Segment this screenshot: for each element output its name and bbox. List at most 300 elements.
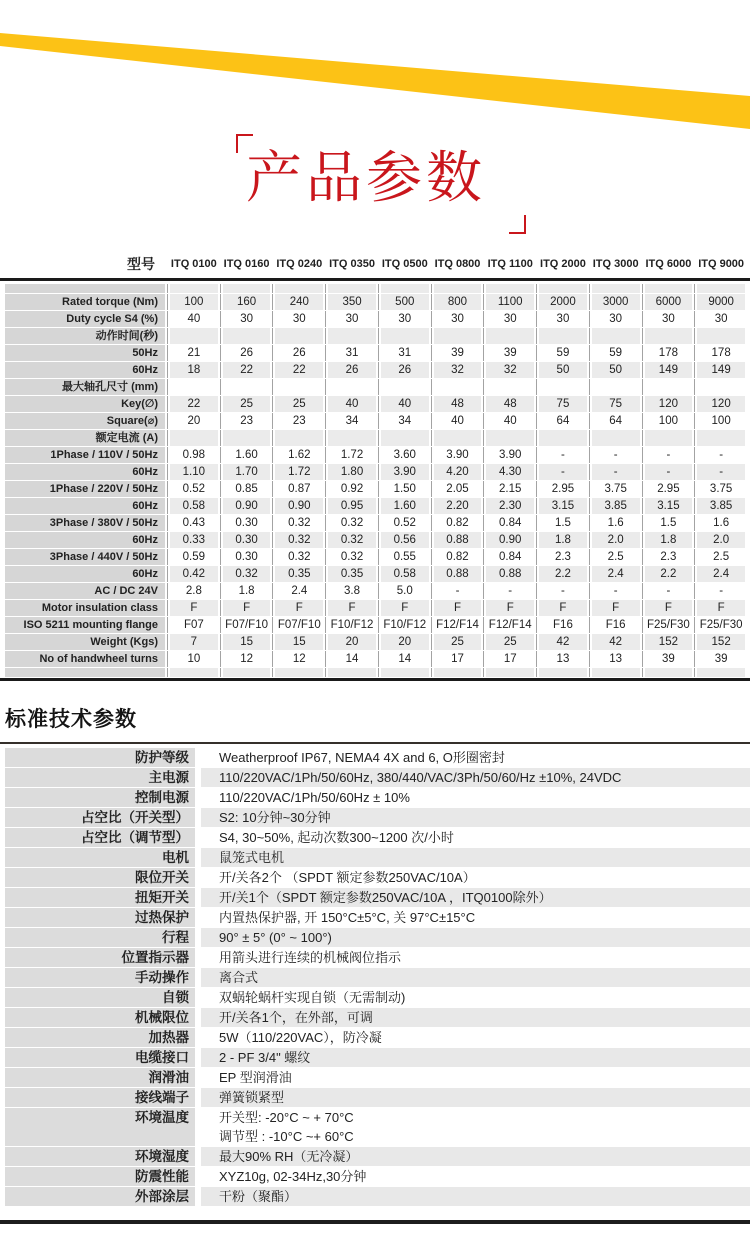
value-cell [645,284,693,293]
spec-row [5,498,745,514]
value-cell: 1.6 [697,515,745,531]
value-cell [328,668,376,677]
value-cell: 0.88 [486,566,534,582]
value-cell: 800 [434,294,482,310]
value-cell: F25/F30 [645,617,693,633]
value-cell [434,430,482,446]
tech-value: 最大90% RH（无冷凝） [201,1147,750,1166]
value-cell [434,668,482,677]
spec-row [5,651,745,667]
value-cell: 2.3 [645,549,693,565]
page-title: 产品参数 [246,146,486,209]
value-cell: 17 [434,651,482,667]
tech-label: 控制电源 [5,788,195,807]
value-cell: F10/F12 [328,617,376,633]
row-label: Motor insulation class [5,600,165,616]
value-cell: 2.5 [697,549,745,565]
value-cell: 2.0 [697,532,745,548]
value-cell: F12/F14 [486,617,534,633]
value-cell: 0.32 [328,549,376,565]
value-cell [170,284,218,293]
tech-value: XYZ10g, 02-34Hz,30分钟 [201,1167,750,1186]
spec-row [5,294,745,310]
value-cell: 1.72 [328,447,376,463]
value-cell: F [486,600,534,616]
row-label: AC / DC 24V [5,583,165,599]
value-cell: 2000 [539,294,587,310]
value-cell: 75 [592,396,640,412]
value-cell: F [539,600,587,616]
tech-label: 主电源 [5,768,195,787]
value-cell: 30 [328,311,376,327]
value-cell [697,430,745,446]
row-label: 60Hz [5,532,165,548]
value-cell: 34 [328,413,376,429]
value-cell [328,430,376,446]
value-cell: 17 [486,651,534,667]
value-cell: F16 [592,617,640,633]
row-label: 60Hz [5,566,165,582]
spec-row [5,413,745,429]
value-cell: 31 [328,345,376,361]
model-header-cell: ITQ 0100 [170,258,217,270]
value-cell [697,668,745,677]
tech-label: 自锁 [5,988,195,1007]
tech-row [5,808,750,827]
value-cell: 0.56 [381,532,429,548]
value-cell: 2.20 [434,498,482,514]
value-cell: 22 [170,396,218,412]
value-cell: 0.84 [486,515,534,531]
value-cell: 0.32 [223,566,271,582]
value-cell [434,284,482,293]
tech-value: S4, 30~50%, 起动次数300~1200 次/小时 [201,828,750,847]
tech-label: 扭矩开关 [5,888,195,907]
tech-value: 用箭头进行连续的机械阀位指示 [201,948,750,967]
row-label: 动作时间(秒) [5,328,165,344]
page-bottom-line [0,1220,750,1224]
tech-value: 5W（110/220VAC），防冷凝 [201,1028,750,1047]
value-cell: 0.30 [223,532,271,548]
value-cell [592,668,640,677]
value-cell [275,668,323,677]
value-cell: 64 [539,413,587,429]
value-cell: 22 [275,362,323,378]
value-cell [486,284,534,293]
value-cell [645,430,693,446]
spec-spacer-row [5,284,745,293]
value-cell: 1.5 [645,515,693,531]
tech-row [5,948,750,967]
value-cell: 152 [697,634,745,650]
tech-value: 离合式 [201,968,750,987]
tech-label: 电缆接口 [5,1048,195,1067]
tech-value: 内置热保护器, 开 150°C±5°C, 关 97°C±15°C [201,908,750,927]
value-cell [592,430,640,446]
value-cell: 5.0 [381,583,429,599]
tech-value: 110/220VAC/1Ph/50/60Hz, 380/440/VAC/3Ph/50/60/Hz ±10%, 24VDC [201,768,750,787]
model-column-label: 型号 [127,256,155,272]
value-cell: 160 [223,294,271,310]
value-cell: 1.50 [381,481,429,497]
model-header-cell: ITQ 0160 [223,258,270,270]
value-cell: 2.4 [697,566,745,582]
value-cell: 152 [645,634,693,650]
value-cell: 2.95 [539,481,587,497]
value-cell [328,284,376,293]
spec-row [5,311,745,327]
value-cell: 3.90 [434,447,482,463]
tech-row [5,1028,750,1047]
value-cell: 30 [592,311,640,327]
tech-value: Weatherproof IP67, NEMA4 4X and 6, O形圈密封 [201,748,750,767]
value-cell: F07 [170,617,218,633]
tech-row [5,1048,750,1067]
value-cell: 0.82 [434,515,482,531]
spec-section-row [5,379,745,395]
value-cell: 50 [592,362,640,378]
value-cell: 42 [539,634,587,650]
value-cell [592,284,640,293]
value-cell: 500 [381,294,429,310]
row-label: Rated torque (Nm) [5,294,165,310]
value-cell: F [170,600,218,616]
value-cell: 0.52 [381,515,429,531]
value-cell: 30 [539,311,587,327]
value-cell [275,284,323,293]
value-cell: 240 [275,294,323,310]
spec-row [5,396,745,412]
value-cell: - [697,583,745,599]
spec-section-row [5,430,745,446]
value-cell: 100 [170,294,218,310]
tech-label: 环境温度 [5,1108,195,1146]
tech-value: 2 - PF 3/4" 螺纹 [201,1048,750,1067]
tech-row [5,1108,750,1146]
value-cell: 40 [486,413,534,429]
tech-value: S2: 10分钟~30分钟 [201,808,750,827]
tech-row [5,1088,750,1107]
row-label: No of handwheel turns [5,651,165,667]
value-cell: 30 [275,311,323,327]
value-cell: F [381,600,429,616]
value-cell: 0.32 [275,549,323,565]
value-cell: 0.55 [381,549,429,565]
value-cell [645,668,693,677]
value-cell: 9000 [697,294,745,310]
tech-section-heading: 标准技术参数 [5,708,137,731]
value-cell: 3.85 [592,498,640,514]
value-cell [697,284,745,293]
value-cell: 59 [592,345,640,361]
value-cell: 23 [223,413,271,429]
value-cell [697,379,745,395]
value-cell: 10 [170,651,218,667]
tech-label: 占空比（开关型） [5,808,195,827]
value-cell: 3.90 [486,447,534,463]
value-cell [223,328,271,344]
tech-value: 90° ± 5° (0° ~ 100°) [201,928,750,947]
spec-row [5,549,745,565]
tech-row [5,928,750,947]
value-cell: - [645,447,693,463]
value-cell: 31 [381,345,429,361]
value-cell [592,328,640,344]
value-cell: 13 [539,651,587,667]
tech-heading-divider-line [0,742,750,744]
value-cell: 13 [592,651,640,667]
tech-value: 开/关各2个 （SPDT 额定参数250VAC/10A） [201,868,750,887]
value-cell: 0.30 [223,515,271,531]
value-cell: 30 [434,311,482,327]
value-cell [170,379,218,395]
tech-table [5,748,750,1206]
value-cell [539,328,587,344]
value-cell: 25 [486,634,534,650]
value-cell: 18 [170,362,218,378]
row-label: 1Phase / 110V / 50Hz [5,447,165,463]
model-header-cell: ITQ 6000 [645,258,692,270]
value-cell: 32 [434,362,482,378]
value-cell: 2.95 [645,481,693,497]
value-cell [539,379,587,395]
tech-label: 接线端子 [5,1088,195,1107]
tech-value: 开关型: -20°C ~ + 70°C 调节型 : -10°C ~+ 60°C [201,1108,750,1146]
value-cell [434,379,482,395]
value-cell: 0.52 [170,481,218,497]
tech-value: EP 型润滑油 [201,1068,750,1087]
value-cell: F [223,600,271,616]
value-cell: 3.75 [592,481,640,497]
value-cell: 39 [645,651,693,667]
spec-header-row [5,252,745,278]
row-label: Square(⌀) [5,413,165,429]
value-cell: F [275,600,323,616]
value-cell: 1.70 [223,464,271,480]
value-cell: 15 [275,634,323,650]
value-cell [645,379,693,395]
value-cell: 1.8 [223,583,271,599]
model-header-cell: ITQ 9000 [698,258,745,270]
row-label: Key(∅) [5,396,165,412]
value-cell: F [328,600,376,616]
value-cell: - [645,583,693,599]
value-cell: 4.20 [434,464,482,480]
model-header-cell: ITQ 2000 [540,258,586,270]
value-cell: F [434,600,482,616]
spec-row [5,532,745,548]
tech-row [5,1068,750,1087]
value-cell: 178 [697,345,745,361]
value-cell: 26 [381,362,429,378]
value-cell: 6000 [645,294,693,310]
model-header-cell: ITQ 0800 [434,258,481,270]
tech-label: 加热器 [5,1028,195,1047]
tech-row [5,888,750,907]
value-cell [275,430,323,446]
tech-value: 弹簧锁紧型 [201,1088,750,1107]
value-cell [170,328,218,344]
value-cell [697,328,745,344]
value-cell: 3.75 [697,481,745,497]
value-cell: F16 [539,617,587,633]
yellow-ribbon [0,0,750,140]
value-cell: 30 [381,311,429,327]
value-cell: 0.35 [328,566,376,582]
value-cell: F12/F14 [434,617,482,633]
row-label: Duty cycle S4 (%) [5,311,165,327]
value-cell: 20 [381,634,429,650]
value-cell: 2.0 [592,532,640,548]
value-cell [486,430,534,446]
value-cell: 64 [592,413,640,429]
value-cell: 25 [275,396,323,412]
header-divider-line [0,278,750,281]
value-cell: 39 [486,345,534,361]
value-cell [170,668,218,677]
value-cell: 0.33 [170,532,218,548]
value-cell: 0.88 [434,566,482,582]
value-cell: 1100 [486,294,534,310]
value-cell: F07/F10 [223,617,271,633]
tech-row [5,968,750,987]
value-cell: 149 [645,362,693,378]
tech-label: 机械限位 [5,1008,195,1027]
tech-label: 环境湿度 [5,1147,195,1166]
tech-label: 占空比（调节型） [5,828,195,847]
value-cell: 20 [170,413,218,429]
value-cell [381,379,429,395]
value-cell: - [645,464,693,480]
value-cell: 1.80 [328,464,376,480]
value-cell: 1.72 [275,464,323,480]
row-label [5,668,165,677]
value-cell: 1.60 [223,447,271,463]
value-cell: 40 [381,396,429,412]
model-header-cell: ITQ 1100 [487,258,533,270]
row-label: 3Phase / 380V / 50Hz [5,515,165,531]
value-cell: 120 [645,396,693,412]
row-label: 1Phase / 220V / 50Hz [5,481,165,497]
tech-label: 外部涂层 [5,1187,195,1206]
value-cell: 120 [697,396,745,412]
value-cell: 12 [275,651,323,667]
value-cell: 0.98 [170,447,218,463]
value-cell: 3.15 [645,498,693,514]
spec-section-row [5,328,745,344]
value-cell: 1.8 [645,532,693,548]
tech-row [5,988,750,1007]
value-cell [539,284,587,293]
value-cell: 39 [697,651,745,667]
value-cell: 1.60 [381,498,429,514]
model-header-cell: ITQ 0350 [329,258,375,270]
value-cell [223,284,271,293]
value-cell: - [539,583,587,599]
spec-row [5,362,745,378]
tech-row [5,788,750,807]
value-cell: 59 [539,345,587,361]
tech-row [5,1147,750,1166]
value-cell: 0.59 [170,549,218,565]
value-cell: 30 [223,311,271,327]
spec-row [5,634,745,650]
value-cell: 0.90 [223,498,271,514]
value-cell: 2.05 [434,481,482,497]
tech-label: 手动操作 [5,968,195,987]
value-cell: - [697,464,745,480]
value-cell: 0.32 [275,515,323,531]
tech-label: 润滑油 [5,1068,195,1087]
value-cell [381,284,429,293]
value-cell: 2.15 [486,481,534,497]
tech-value: 开/关各1个，在外部，可调 [201,1008,750,1027]
value-cell: - [539,447,587,463]
row-label: 60Hz [5,464,165,480]
value-cell [275,379,323,395]
value-cell [486,379,534,395]
value-cell: 0.43 [170,515,218,531]
spec-table [5,284,745,677]
tech-value: 鼠笼式电机 [201,848,750,867]
spec-spacer-row [5,668,745,677]
tech-label: 过热保护 [5,908,195,927]
value-cell [275,328,323,344]
value-cell: 1.6 [592,515,640,531]
value-cell: 1.5 [539,515,587,531]
value-cell [381,430,429,446]
value-cell: 100 [645,413,693,429]
value-cell: 0.88 [434,532,482,548]
value-cell: 0.95 [328,498,376,514]
value-cell: 21 [170,345,218,361]
value-cell: 0.85 [223,481,271,497]
value-cell: - [539,464,587,480]
tech-row [5,1187,750,1206]
value-cell: 20 [328,634,376,650]
value-cell: 0.90 [275,498,323,514]
row-label: 最大轴孔尺寸 (mm) [5,379,165,395]
value-cell: 3.8 [328,583,376,599]
value-cell: F10/F12 [381,617,429,633]
value-cell: 4.30 [486,464,534,480]
tech-value: 干粉（聚酯） [201,1187,750,1206]
value-cell: - [592,583,640,599]
value-cell: - [592,447,640,463]
value-cell: 75 [539,396,587,412]
value-cell: 48 [486,396,534,412]
value-cell: 14 [381,651,429,667]
value-cell: 48 [434,396,482,412]
spec-row [5,600,745,616]
row-label: 额定电流 (A) [5,430,165,446]
tech-row [5,768,750,787]
row-label: Weight (Kgs) [5,634,165,650]
tech-row [5,908,750,927]
value-cell: 100 [697,413,745,429]
value-cell: 25 [223,396,271,412]
value-cell [539,668,587,677]
value-cell: 0.42 [170,566,218,582]
value-cell: 1.62 [275,447,323,463]
value-cell: 2.5 [592,549,640,565]
value-cell [381,328,429,344]
value-cell: 178 [645,345,693,361]
value-cell: 40 [434,413,482,429]
value-cell: 0.84 [486,549,534,565]
value-cell [170,430,218,446]
spec-row [5,464,745,480]
